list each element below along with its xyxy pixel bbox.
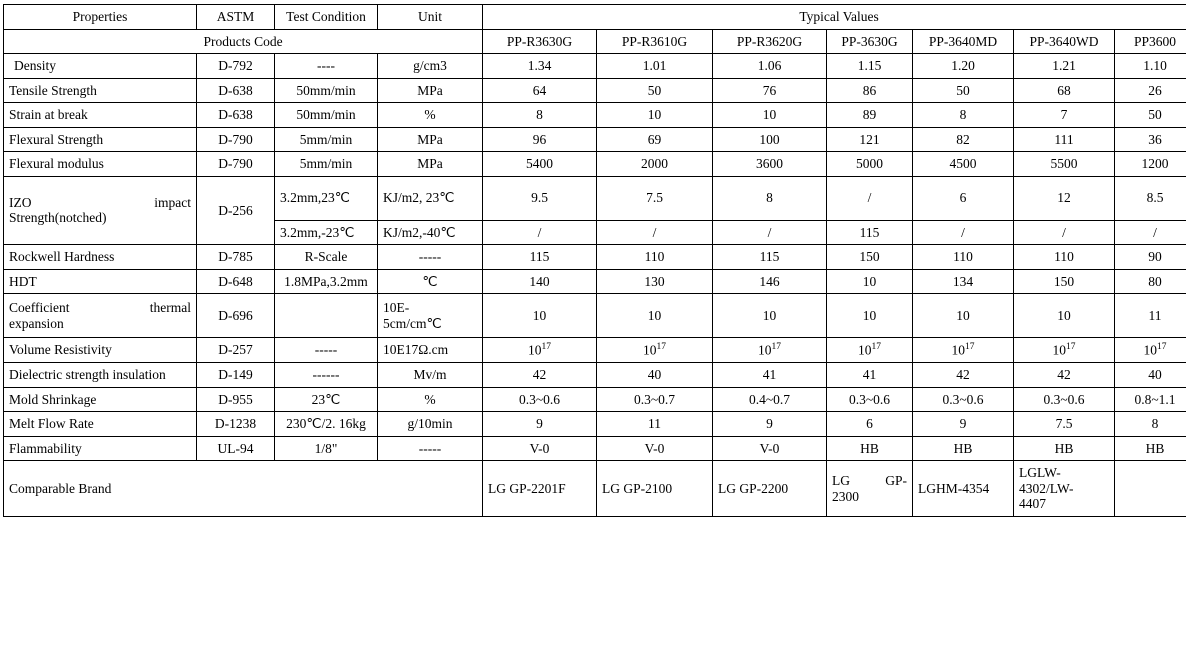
cell-value: 1.15 — [827, 54, 913, 79]
cell-value: HB — [913, 436, 1014, 461]
table-row — [4, 363, 1186, 388]
exponent: 17 — [541, 342, 551, 353]
unit-value: % — [378, 387, 483, 412]
product-code-row — [4, 29, 1186, 54]
comparable-brand-value: LG GP-2200 — [713, 461, 827, 517]
astm-value: D-638 — [197, 103, 275, 128]
cell-value: 5400 — [483, 152, 597, 177]
header-test-condition: Test Condition — [275, 5, 378, 30]
cell-value: 40 — [597, 363, 713, 388]
cell-value: 50 — [597, 78, 713, 103]
astm-value: D-696 — [197, 294, 275, 338]
astm-value: D-790 — [197, 127, 275, 152]
cell-value: 115 — [483, 245, 597, 270]
brand-line1: LGLW- — [1019, 465, 1061, 481]
property-label: Dielectric strength insulation — [4, 363, 197, 388]
cell-value: 86 — [827, 78, 913, 103]
header-typical-values: Typical Values — [483, 5, 1186, 30]
cell-value: 110 — [597, 245, 713, 270]
cell-value: 146 — [713, 269, 827, 294]
property-label-cte — [4, 294, 197, 338]
cell-value: 12 — [1014, 176, 1115, 220]
cell-value: / — [913, 220, 1014, 245]
cell-value: 76 — [713, 78, 827, 103]
product-code-2: PP-R3620G — [713, 29, 827, 54]
exponent: 17 — [871, 342, 881, 353]
cell-value: 69 — [597, 127, 713, 152]
product-code-1: PP-R3610G — [597, 29, 713, 54]
cell-value: 4500 — [913, 152, 1014, 177]
cell-value: 0.3~0.6 — [827, 387, 913, 412]
cell-value: 10 — [483, 294, 597, 338]
unit-value: % — [378, 103, 483, 128]
cell-value: 115 — [827, 220, 913, 245]
cell-value: 9 — [483, 412, 597, 437]
property-label: Rockwell Hardness — [4, 245, 197, 270]
comparable-brand-value — [1014, 461, 1115, 517]
astm-value: D-790 — [197, 152, 275, 177]
cell-value: / — [597, 220, 713, 245]
cell-value: 6 — [827, 412, 913, 437]
cell-value: 40 — [1115, 363, 1186, 388]
cell-value: 110 — [913, 245, 1014, 270]
unit-line1: 10E- — [383, 300, 410, 316]
unit-line2: 5cm/cm℃ — [383, 315, 442, 331]
cell-value: 9.5 — [483, 176, 597, 220]
product-code-3: PP-3630G — [827, 29, 913, 54]
cell-value: 6 — [913, 176, 1014, 220]
property-label-line2: Strength(notched) — [9, 210, 107, 226]
cell-value: 8 — [913, 103, 1014, 128]
cell-value: 64 — [483, 78, 597, 103]
cell-value: 1.01 — [597, 54, 713, 79]
property-label-izod — [4, 176, 197, 245]
unit-value-cte — [378, 294, 483, 338]
table-row — [4, 152, 1186, 177]
table-header-row — [4, 5, 1186, 30]
cell-value: 5000 — [827, 152, 913, 177]
cell-value: $10^{17}$ — [913, 338, 1014, 363]
property-label: Density — [4, 54, 197, 79]
table-row — [4, 387, 1186, 412]
exponent: 17 — [656, 342, 666, 353]
cell-value: 7.5 — [597, 176, 713, 220]
table-row — [4, 176, 1186, 220]
cell-value: 10 — [913, 294, 1014, 338]
cell-value: $10^{17}$ — [1115, 338, 1186, 363]
cell-value: 134 — [913, 269, 1014, 294]
cell-value: 7 — [1014, 103, 1115, 128]
cell-value: 8 — [713, 176, 827, 220]
property-label: Melt Flow Rate — [4, 412, 197, 437]
cell-value: 0.3~0.6 — [1014, 387, 1115, 412]
cell-value: 50 — [913, 78, 1014, 103]
astm-value: UL-94 — [197, 436, 275, 461]
cell-value: 130 — [597, 269, 713, 294]
cell-value: 100 — [713, 127, 827, 152]
astm-value: D-785 — [197, 245, 275, 270]
cell-value: 10 — [713, 103, 827, 128]
comparable-brand-value — [827, 461, 913, 517]
cell-value: 41 — [827, 363, 913, 388]
product-code-4: PP-3640MD — [913, 29, 1014, 54]
header-properties: Properties — [4, 5, 197, 30]
cell-value: 36 — [1115, 127, 1186, 152]
specification-table — [3, 4, 1186, 517]
product-code-5: PP-3640WD — [1014, 29, 1115, 54]
property-label: Flammability — [4, 436, 197, 461]
table-row — [4, 245, 1186, 270]
property-label: Tensile Strength — [4, 78, 197, 103]
comparable-brand-row — [4, 461, 1186, 517]
header-unit: Unit — [378, 5, 483, 30]
cell-value: 115 — [713, 245, 827, 270]
cell-value: 10 — [827, 269, 913, 294]
cell-value: 1200 — [1115, 152, 1186, 177]
property-label: Volume Resistivity — [4, 338, 197, 363]
cell-value: 0.8~1.1 — [1115, 387, 1186, 412]
cell-value: 121 — [827, 127, 913, 152]
cell-value: 1.21 — [1014, 54, 1115, 79]
cell-value: / — [483, 220, 597, 245]
cell-value: 10 — [713, 294, 827, 338]
cell-value: HB — [1115, 436, 1186, 461]
cell-value: 42 — [483, 363, 597, 388]
cell-value: HB — [827, 436, 913, 461]
cell-value: 1.10 — [1115, 54, 1186, 79]
cell-value: / — [827, 176, 913, 220]
condition-value: 23℃ — [275, 387, 378, 412]
condition-value: 5mm/min — [275, 127, 378, 152]
cell-value: 1.34 — [483, 54, 597, 79]
condition-value — [275, 294, 378, 338]
cell-value: HB — [1014, 436, 1115, 461]
cell-value: 2000 — [597, 152, 713, 177]
cell-value: 10 — [597, 103, 713, 128]
cell-value: 110 — [1014, 245, 1115, 270]
condition-value: 50mm/min — [275, 103, 378, 128]
cell-value: / — [1115, 220, 1186, 245]
table-row — [4, 103, 1186, 128]
header-products-code: Products Code — [4, 29, 483, 54]
astm-value: D-149 — [197, 363, 275, 388]
cell-value: 3600 — [713, 152, 827, 177]
cell-value: 150 — [827, 245, 913, 270]
unit-value: ℃ — [378, 269, 483, 294]
cell-value: 8.5 — [1115, 176, 1186, 220]
table-row — [4, 127, 1186, 152]
condition-value: 50mm/min — [275, 78, 378, 103]
cell-value: $10^{17}$ — [597, 338, 713, 363]
table-row — [4, 269, 1186, 294]
cell-value: 11 — [597, 412, 713, 437]
cell-value: $10^{17}$ — [483, 338, 597, 363]
unit-value: ----- — [378, 436, 483, 461]
cell-value: 11 — [1115, 294, 1186, 338]
brand-line2: 4302/LW- — [1019, 480, 1074, 496]
astm-value: D-256 — [197, 176, 275, 245]
cell-value: 1.06 — [713, 54, 827, 79]
exponent: 17 — [771, 342, 781, 353]
property-label: Flexural modulus — [4, 152, 197, 177]
cell-value: $10^{17}$ — [1014, 338, 1115, 363]
unit-value: Mv/m — [378, 363, 483, 388]
cell-value: 10 — [827, 294, 913, 338]
astm-value: D-955 — [197, 387, 275, 412]
cell-value: $10^{17}$ — [713, 338, 827, 363]
cell-value: 7.5 — [1014, 412, 1115, 437]
unit-value: MPa — [378, 78, 483, 103]
condition-value: R-Scale — [275, 245, 378, 270]
property-label-line2: expansion — [9, 315, 64, 331]
cell-value: 26 — [1115, 78, 1186, 103]
cell-value: V-0 — [597, 436, 713, 461]
exponent: 17 — [1157, 342, 1167, 353]
condition-value: 1/8" — [275, 436, 378, 461]
comparable-brand-label: Comparable Brand — [4, 461, 483, 517]
table-row — [4, 294, 1186, 338]
comparable-brand-value — [1115, 461, 1186, 517]
cell-value: 9 — [713, 412, 827, 437]
unit-value: KJ/m2,-40℃ — [378, 220, 483, 245]
cell-value: 96 — [483, 127, 597, 152]
comparable-brand-value: LG GP-2100 — [597, 461, 713, 517]
unit-value: MPa — [378, 152, 483, 177]
table-row — [4, 54, 1186, 79]
cell-value: 42 — [913, 363, 1014, 388]
cell-value: / — [1014, 220, 1115, 245]
brand-line2: 2300 — [832, 488, 859, 504]
table-row — [4, 338, 1186, 363]
exponent: 17 — [965, 342, 975, 353]
cell-value: 41 — [713, 363, 827, 388]
product-code-6: PP3600 — [1115, 29, 1186, 54]
astm-value: D-638 — [197, 78, 275, 103]
table-row — [4, 412, 1186, 437]
cell-value: 42 — [1014, 363, 1115, 388]
condition-value: ---- — [275, 54, 378, 79]
property-label-line1: IZO impact — [9, 194, 191, 210]
astm-value: D-1238 — [197, 412, 275, 437]
cell-value: 80 — [1115, 269, 1186, 294]
cell-value: 90 — [1115, 245, 1186, 270]
condition-value: 5mm/min — [275, 152, 378, 177]
cell-value: V-0 — [483, 436, 597, 461]
unit-value: MPa — [378, 127, 483, 152]
comparable-brand-value: LG GP-2201F — [483, 461, 597, 517]
unit-value: ----- — [378, 245, 483, 270]
brand-line3: 4407 — [1019, 496, 1046, 512]
cell-value: $10^{17}$ — [827, 338, 913, 363]
condition-value: 1.8MPa,3.2mm — [275, 269, 378, 294]
brand-line1: LG GP- — [832, 473, 907, 489]
condition-value: 3.2mm,-23℃ — [275, 220, 378, 245]
cell-value: 9 — [913, 412, 1014, 437]
cell-value: 140 — [483, 269, 597, 294]
cell-value: 82 — [913, 127, 1014, 152]
cell-value: 0.3~0.6 — [483, 387, 597, 412]
property-label: Flexural Strength — [4, 127, 197, 152]
condition-value: ----- — [275, 338, 378, 363]
cell-value: 10 — [597, 294, 713, 338]
property-label: HDT — [4, 269, 197, 294]
property-label: Strain at break — [4, 103, 197, 128]
unit-value: KJ/m2, 23℃ — [378, 176, 483, 220]
unit-value: 10E17Ω.cm — [378, 338, 483, 363]
table-row — [4, 78, 1186, 103]
astm-value: D-257 — [197, 338, 275, 363]
cell-value: 111 — [1014, 127, 1115, 152]
comparable-brand-value: LGHM-4354 — [913, 461, 1014, 517]
unit-value: g/cm3 — [378, 54, 483, 79]
cell-value: 89 — [827, 103, 913, 128]
cell-value: / — [713, 220, 827, 245]
unit-value: g/10min — [378, 412, 483, 437]
cell-value: 8 — [1115, 412, 1186, 437]
product-code-0: PP-R3630G — [483, 29, 597, 54]
cell-value: 0.4~0.7 — [713, 387, 827, 412]
condition-value: 3.2mm,23℃ — [275, 176, 378, 220]
property-label-line1: Coefficient thermal — [9, 300, 191, 316]
astm-value: D-792 — [197, 54, 275, 79]
cell-value: 10 — [1014, 294, 1115, 338]
cell-value: 0.3~0.7 — [597, 387, 713, 412]
cell-value: 50 — [1115, 103, 1186, 128]
condition-value: 230℃/2. 16kg — [275, 412, 378, 437]
property-label: Mold Shrinkage — [4, 387, 197, 412]
exponent: 17 — [1066, 342, 1076, 353]
cell-value: 150 — [1014, 269, 1115, 294]
header-astm: ASTM — [197, 5, 275, 30]
astm-value: D-648 — [197, 269, 275, 294]
cell-value: V-0 — [713, 436, 827, 461]
cell-value: 68 — [1014, 78, 1115, 103]
table-row — [4, 436, 1186, 461]
cell-value: 1.20 — [913, 54, 1014, 79]
condition-value: ------ — [275, 363, 378, 388]
cell-value: 0.3~0.6 — [913, 387, 1014, 412]
cell-value: 8 — [483, 103, 597, 128]
cell-value: 5500 — [1014, 152, 1115, 177]
